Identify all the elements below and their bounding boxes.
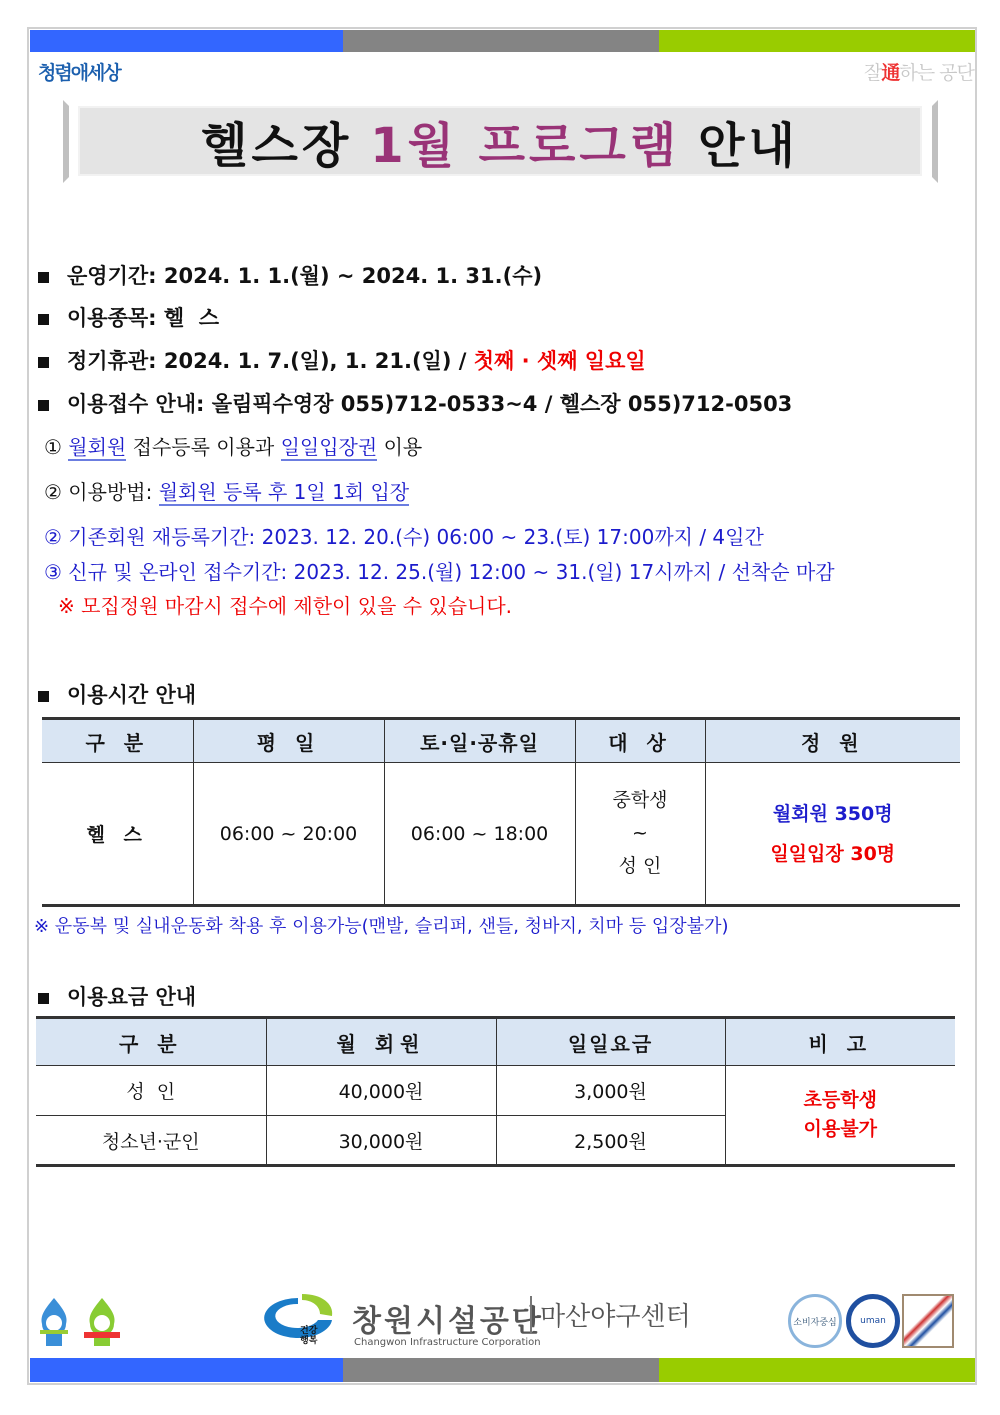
- mascot-green-icon: [82, 1296, 122, 1352]
- square-bullet-icon: [38, 400, 49, 411]
- bottom-bar-green: [659, 1358, 975, 1382]
- cell-capacity: 월회원 350명 일일입장 30명: [705, 763, 960, 906]
- cell-target: 중학생 ~ 성 인: [575, 763, 705, 906]
- slogan-logo: 건강 행복: [300, 1326, 318, 1346]
- page-title: [78, 106, 922, 176]
- col-header: 정 원: [705, 719, 960, 763]
- title-part3: 안내: [698, 117, 799, 174]
- hours-table: [42, 717, 960, 907]
- col-header: 대 상: [575, 719, 705, 763]
- title-highlight: 1월 프로그램: [370, 117, 681, 174]
- cell-monthly: 40,000원: [266, 1066, 496, 1116]
- bullet-contact: 이용접수 안내: 올림픽수영장 055)712-0533~4 / 헬스장 055)712-0503: [38, 388, 792, 418]
- company-english-name: Changwon Infrastructure Corporation: [354, 1337, 541, 1348]
- logo-slogan: 잘通하는 공단: [864, 62, 974, 84]
- cell-monthly: 30,000원: [266, 1116, 496, 1166]
- cell-weekday: 06:00 ~ 20:00: [193, 763, 384, 906]
- square-bullet-icon: [38, 691, 49, 702]
- table-row: [42, 763, 960, 906]
- human-rights-badge-icon: uman: [846, 1294, 900, 1348]
- col-header: 구 분: [36, 1018, 266, 1066]
- line-1: ① 월회원 접수등록 이용과 일일입장권 이용: [44, 435, 423, 459]
- table-header-row: [42, 719, 960, 763]
- cell-daily: 3,000원: [496, 1066, 725, 1116]
- fees-table: [36, 1016, 955, 1167]
- section-hours-heading: 이용시간 안내: [38, 679, 196, 709]
- col-header: 평 일: [193, 719, 384, 763]
- title-part1: 헬스장: [201, 117, 353, 174]
- bullet-period: 운영기간: 2024. 1. 1.(월) ~ 2024. 1. 31.(수): [38, 260, 542, 290]
- square-bullet-icon: [38, 993, 49, 1004]
- col-header: 월 회원: [266, 1018, 496, 1066]
- square-bullet-icon: [38, 314, 49, 325]
- line-new-register: ③ 신규 및 온라인 접수기간: 2023. 12. 25.(월) 12:00 ~ 31.(일) 17시까지 / 선착순 마감: [44, 560, 835, 584]
- mascot-blue-icon: [36, 1296, 72, 1352]
- line-warning: ※ 모집정원 마감시 접수에 제한이 있을 수 있습니다.: [58, 594, 513, 618]
- col-header: 구 분: [42, 719, 193, 763]
- dress-code-note: ※ 운동복 및 실내운동화 착용 후 이용가능(맨발, 슬리퍼, 샌들, 청바지, 치마 등 입장불가): [34, 916, 729, 937]
- center-name: 마산야구센터: [530, 1296, 691, 1333]
- company-logo-icon: [258, 1292, 338, 1354]
- company-name: 창원시설공단: [352, 1304, 544, 1339]
- cell-weekend: 06:00 ~ 18:00: [384, 763, 575, 906]
- line-reregister: ② 기존회원 재등록기간: 2023. 12. 20.(수) 06:00 ~ 23.(토) 17:00까지 / 4일간: [44, 525, 764, 549]
- table-header-row: [36, 1018, 955, 1066]
- cell-name: 청소년·군인: [101, 1130, 200, 1153]
- square-bullet-icon: [38, 272, 49, 283]
- cell-name: 성 인: [36, 1066, 266, 1116]
- top-bar-blue: [30, 30, 343, 52]
- cell-remark: 초등학생 이용불가: [725, 1066, 955, 1166]
- line-2: ② 이용방법: 월회원 등록 후 1일 1회 입장: [44, 480, 410, 504]
- bullet-item: 이용종목: 헬 스: [38, 302, 219, 332]
- col-header: 일일요금: [496, 1018, 725, 1066]
- bottom-bar-blue: [30, 1358, 343, 1382]
- certification-badge-icon: [902, 1294, 954, 1348]
- logo-clean-world: 청렴애세상: [38, 62, 120, 84]
- bullet-closed: 정기휴관: 2024. 1. 7.(일), 1. 21.(일) / 첫째 · 셋째 일요일: [38, 345, 646, 375]
- col-header: 토·일·공휴일: [384, 719, 575, 763]
- cell-name: 헬 스: [86, 824, 148, 846]
- col-header: 비 고: [725, 1018, 955, 1066]
- section-fees-heading: 이용요금 안내: [38, 981, 196, 1011]
- table-row: [36, 1066, 955, 1116]
- bottom-bar-gray: [343, 1358, 659, 1382]
- top-bar-green: [659, 30, 975, 52]
- top-bar-gray: [343, 30, 659, 52]
- ccm-badge-icon: 소비자중심: [788, 1294, 842, 1348]
- cell-daily: 2,500원: [496, 1116, 725, 1166]
- square-bullet-icon: [38, 357, 49, 368]
